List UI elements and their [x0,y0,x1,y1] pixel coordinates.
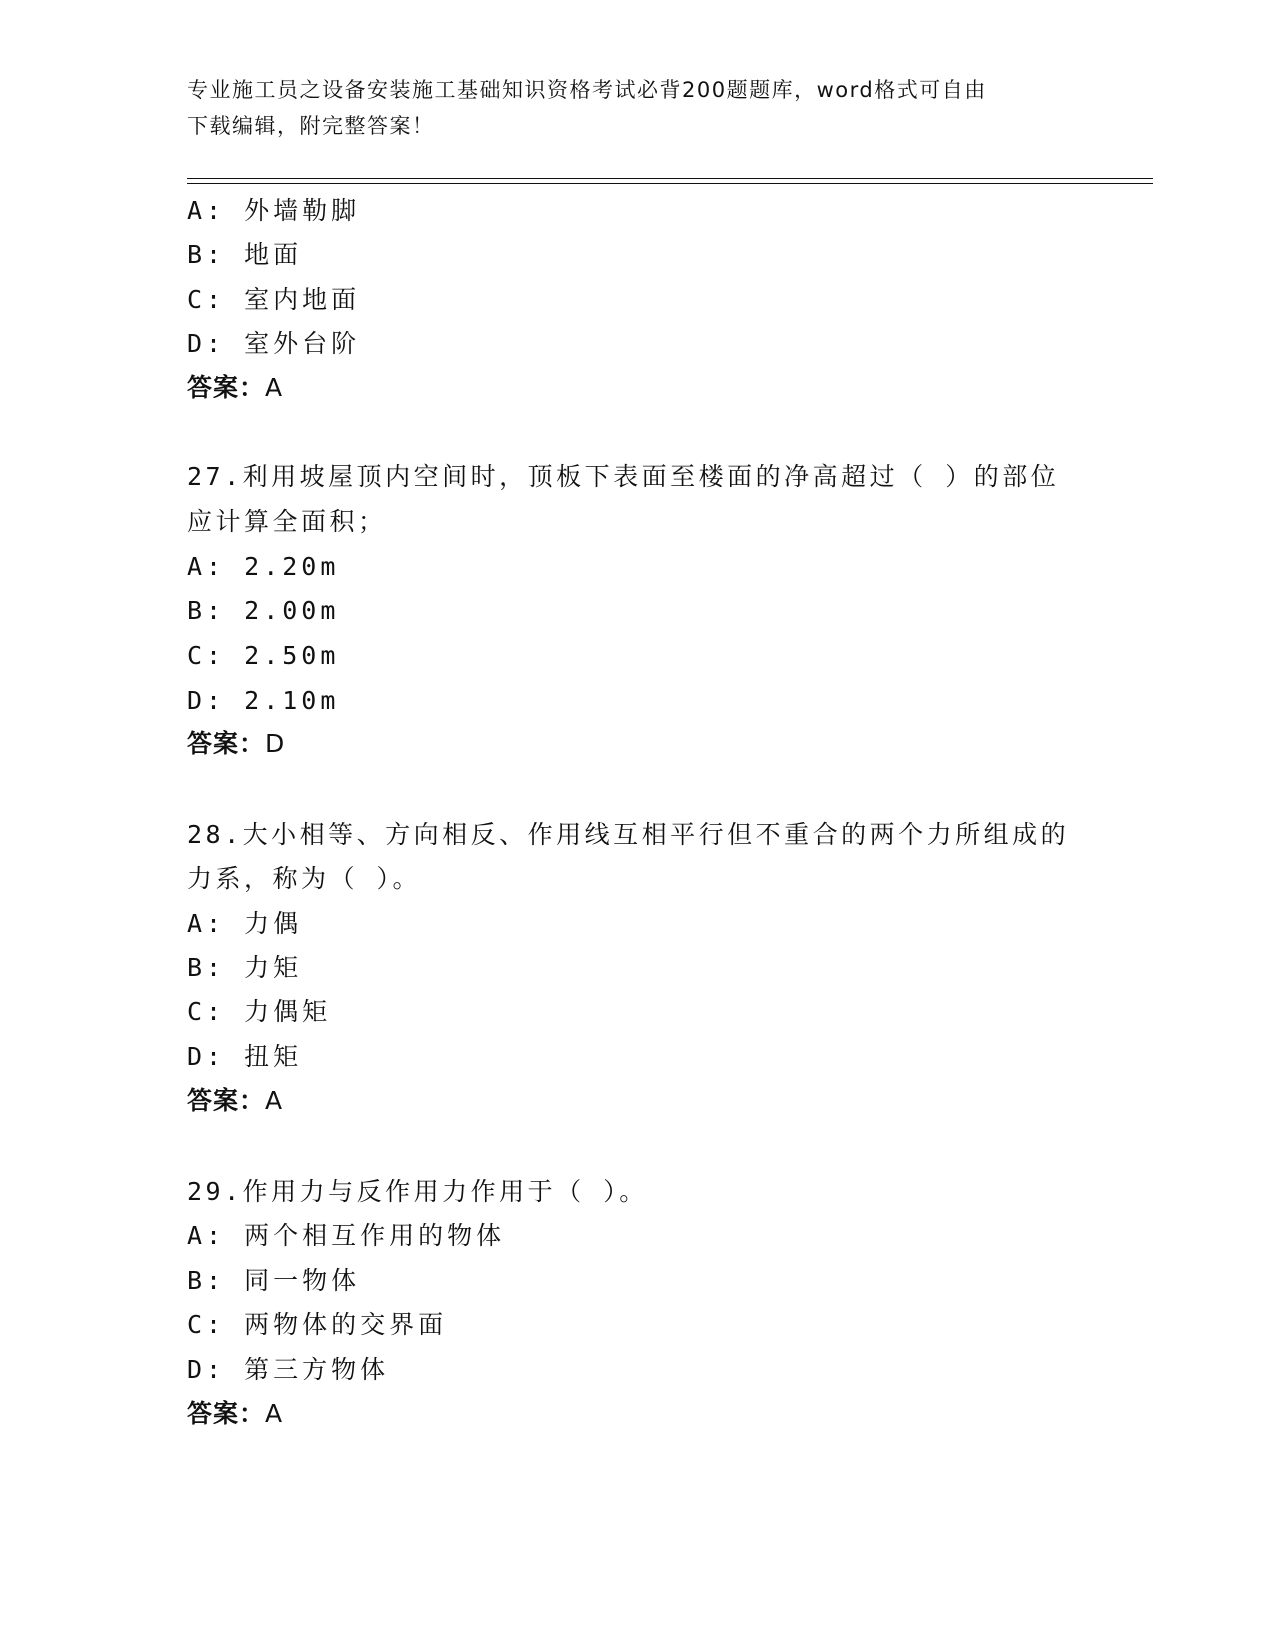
q29-answer-value: A [265,1399,284,1428]
q29-option-c: C: 两物体的交界面 [187,1310,448,1339]
q29-answer-label: 答案： [187,1399,266,1428]
header-divider-thick [187,183,1153,184]
q26-answer-label: 答案： [187,373,266,402]
q27-stem-line-2: 应计算全面积； [187,507,387,536]
header-line-1: 专业施工员之设备安装施工基础知识资格考试必背200题题库，word格式可自由 [187,78,987,102]
q27-option-b: B: 2.00m [187,596,340,625]
q27-option-a: A: 2.20m [187,552,340,581]
q28-answer-value: A [265,1086,284,1115]
q29-option-b: B: 同一物体 [187,1266,361,1295]
header-line-2: 下载编辑，附完整答案！ [187,114,435,138]
q26-option-b: B: 地面 [187,240,303,269]
q26-answer-value: A [265,373,284,402]
q29-stem-line-1: 29.作用力与反作用力作用于（ ）。 [187,1177,648,1206]
q29-option-a: A: 两个相互作用的物体 [187,1221,506,1250]
q26-answer [187,371,283,405]
q26-option-a: A: 外墙勒脚 [187,196,361,225]
q28-option-a: A: 力偶 [187,909,303,938]
q27-answer-label: 答案： [187,729,266,758]
q27-option-d: D: 2.10m [187,686,340,715]
q29-answer [187,1397,283,1431]
q26-option-c: C: 室内地面 [187,285,361,314]
q28-option-b: B: 力矩 [187,953,303,982]
q28-option-c: C: 力偶矩 [187,997,332,1026]
q26-option-d: D: 室外台阶 [187,329,361,358]
q28-option-d: D: 扭矩 [187,1042,303,1071]
document-header [187,72,1067,144]
q27-answer-value: D [265,729,286,758]
header-divider-thin [187,178,1153,179]
q28-answer-label: 答案： [187,1086,266,1115]
q29-option-d: D: 第三方物体 [187,1355,390,1384]
q28-stem-line-2: 力系，称为（ ）。 [187,864,422,893]
q28-answer [187,1084,283,1118]
q27-stem-line-1: 27.利用坡屋顶内空间时，顶板下表面至楼面的净高超过（ ）的部位 [187,462,1060,491]
q27-answer [187,727,285,761]
q27-option-c: C: 2.50m [187,641,340,670]
q28-stem-line-1: 28.大小相等、方向相反、作用线互相平行但不重合的两个力所组成的 [187,820,1070,849]
